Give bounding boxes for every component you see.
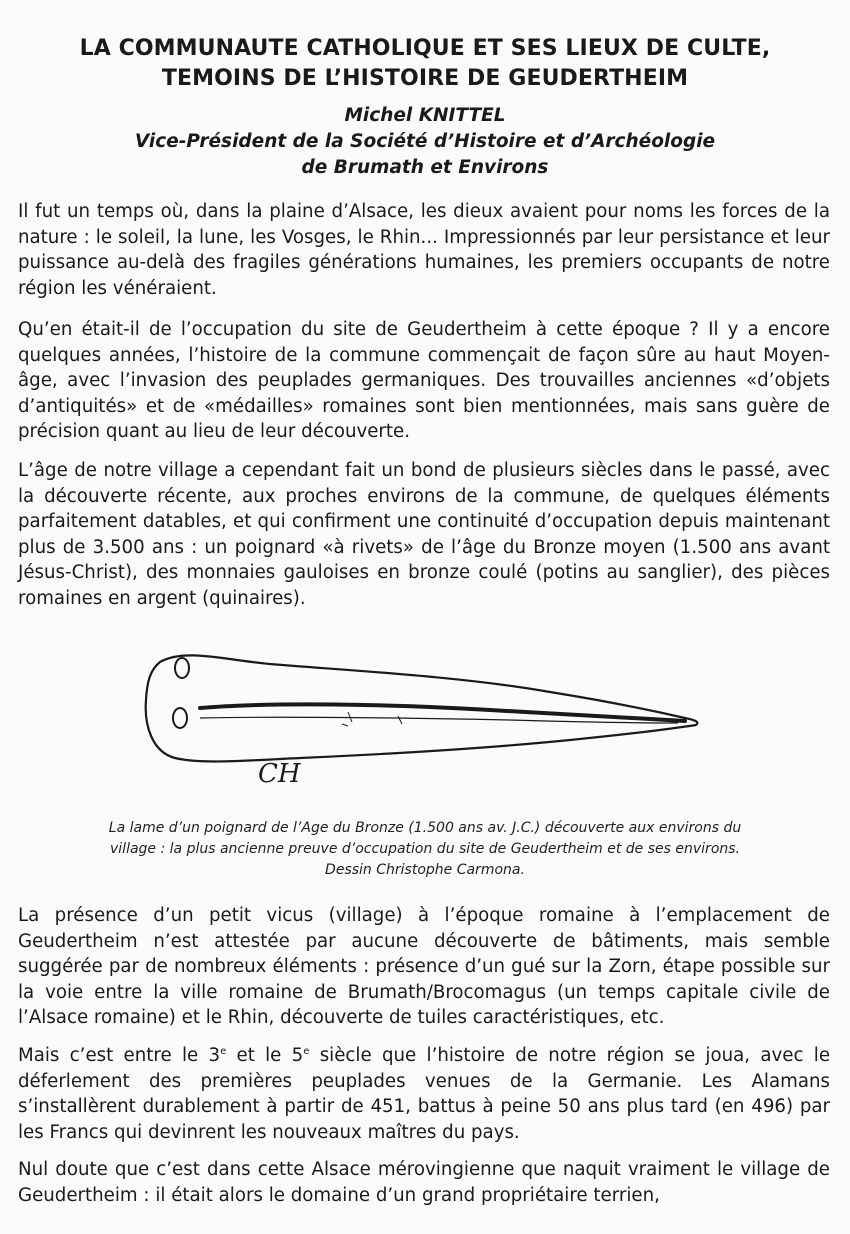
paragraph-5 xyxy=(18,1043,830,1145)
article-title xyxy=(30,34,820,94)
author-role-line-2: de Brumath et Environs xyxy=(301,157,549,178)
paragraph-5-part-b: et le 5 xyxy=(226,1045,304,1066)
paragraph-5-part-c: siècle que l’histoire de notre région se joua, avec le déferlement des premières peuplades venues de la Germanie. Les Alamans s’installèrent durablement à partir de 451, battus à peine 50 ans plus tard (en 496) par les Francs qui devinrent les nouveaux maîtres du pays. xyxy=(18,1045,831,1143)
illustrator-signature: CH xyxy=(258,759,301,789)
dagger-blade-illustration xyxy=(130,630,730,800)
paragraph-6: Nul doute que c’est dans cette Alsace mérovingienne que naquit vraiment le village de Geudertheim : il était alors le domaine d’un grand propriétaire terrien, xyxy=(18,1159,830,1206)
paragraph-5-part-a: Mais c’est entre le 3 xyxy=(18,1045,221,1066)
paragraph-2: Qu’en était-il de l’occupation du site de Geudertheim à cette époque ? Il y a encore quelques années, l’histoire de la commune commençait de façon sûre au haut Moyen-âge, avec l’invasion des peuplades germaniques. Des trouvailles anciennes «d’objets d’antiquités» et de «médailles» romaines sont bien mentionnées, mais sans guère de précision quant au lieu de leur découverte. xyxy=(18,319,830,442)
figure-caption xyxy=(40,818,810,881)
author-name: Michel KNITTEL xyxy=(344,105,506,126)
paragraph-3: L’âge de notre village a cependant fait un bond de plusieurs siècles dans le passé, avec la découverte récente, aux proches environs de la commune, de quelques éléments parfaitement datables, et qui confirment une continuité d’occupation depuis maintenant plus de 3.500 ans : un poignard «à rivets» de l’âge du Bronze moyen (1.500 ans avant Jésus-Christ), des monnaies gauloises en bronze coulé (potins au sanglier), des pièces romaines en argent (quinaires). xyxy=(18,460,830,609)
caption-line-2: village : la plus ancienne preuve d’occupation du site de Geudertheim et de ses environs. xyxy=(110,841,740,857)
superscript-e-2: e xyxy=(303,1045,310,1057)
paragraph-1: Il fut un temps où, dans la plaine d’Alsace, les dieux avaient pour noms les forces de la nature : le soleil, la lune, les Vosges, le Rhin... Impressionnés par leur persistance et leur puissance au-delà des fragiles générations humaines, les premiers occupants de notre région les vénéraient. xyxy=(18,201,830,299)
caption-line-1: La lame d’un poignard de l’Age du Bronze (1.500 ans av. J.C.) découverte aux environs du xyxy=(108,820,742,836)
title-line-2: TEMOINS DE L’HISTOIRE DE GEUDERTHEIM xyxy=(161,66,689,91)
author-role-line-1: Vice-Président de la Société d’Histoire et d’Archéologie xyxy=(134,131,716,152)
superscript-e-1: e xyxy=(220,1045,227,1057)
title-line-1: LA COMMUNAUTE CATHOLIQUE ET SES LIEUX DE CULTE, xyxy=(79,36,771,61)
dagger-drawing xyxy=(130,630,730,800)
caption-line-3: Dessin Christophe Carmona. xyxy=(325,862,525,878)
author-block xyxy=(30,103,820,181)
paragraph-4: La présence d’un petit vicus (village) à l’époque romaine à l’emplacement de Geudertheim n’est attestée par aucune découverte de bâtiments, mais semble suggérée par de nombreux éléments : présence d’un gué sur la Zorn, étape possible sur la voie entre la ville romaine de Brumath/Brocomagus (un temps capitale civile de l’Alsace romaine) et le Rhin, découverte de tuiles caractéristiques, etc. xyxy=(18,905,830,1028)
